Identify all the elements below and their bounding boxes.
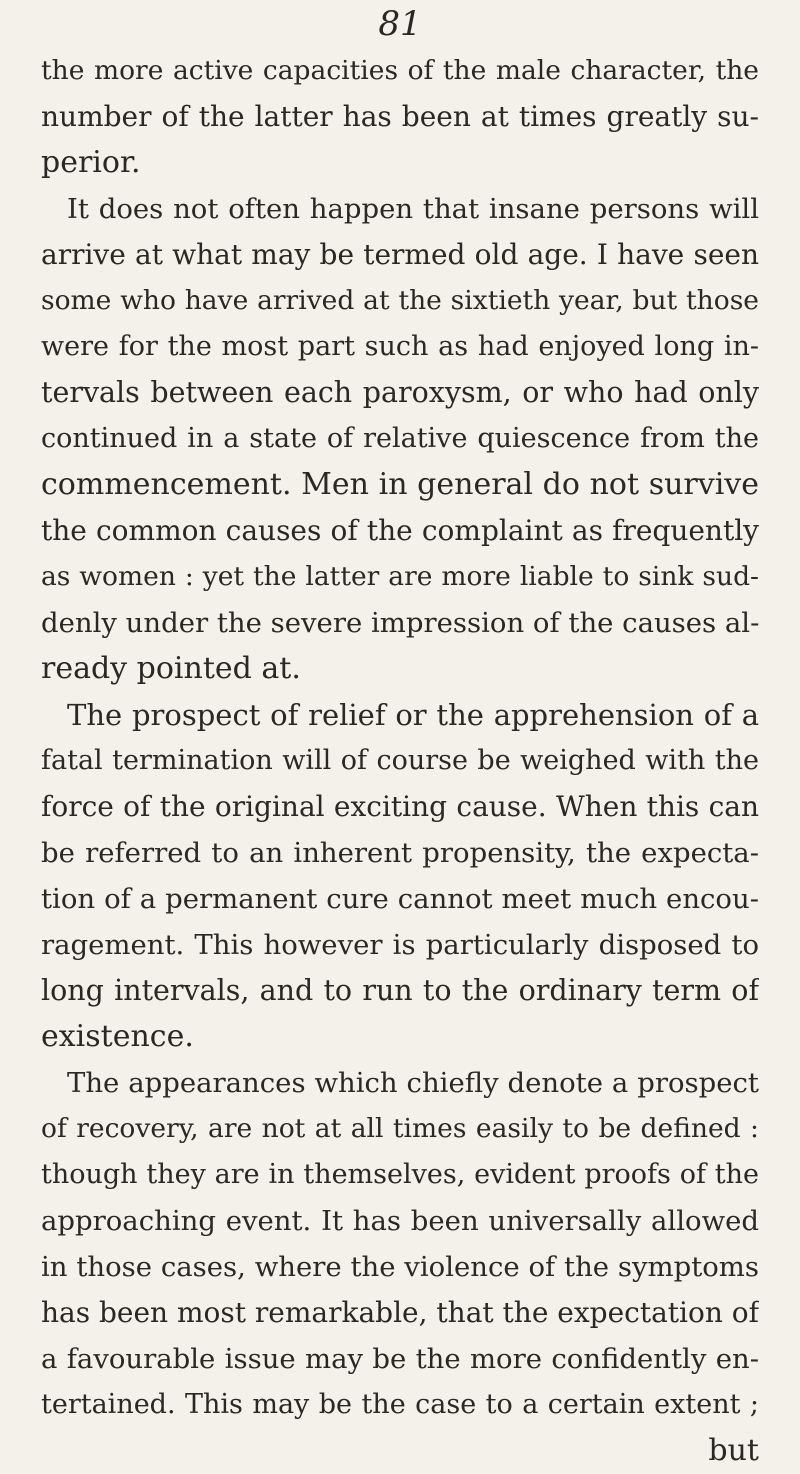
text-line: the more active capacities of the male character, the <box>41 55 759 86</box>
text-line: of recovery, are not at all times easily to be defined : <box>41 1113 759 1144</box>
text-line: ragement. This however is particularly disposed to <box>41 929 759 961</box>
text-line: number of the latter has been at times greatly su- <box>41 100 759 133</box>
text-line: continued in a state of relative quiescence from the <box>41 423 759 454</box>
text-line: approaching event. It has been universally allowed <box>41 1205 759 1237</box>
text-line: perior. <box>41 145 141 180</box>
text-line: in those cases, where the violence of the symptoms <box>41 1251 759 1283</box>
text-line: arrive at what may be termed old age. I have seen <box>41 238 759 271</box>
text-line: ready pointed at. <box>41 651 301 686</box>
text-line: tion of a permanent cure cannot meet much encou- <box>41 883 759 915</box>
text-line: tertained. This may be the case to a certain extent ; <box>41 1389 759 1420</box>
body-text <box>41 48 759 1474</box>
text-line: a favourable issue may be the more confidently en- <box>41 1343 759 1375</box>
text-line: though they are in themselves, evident proofs of the <box>41 1159 759 1190</box>
text-line: long intervals, and to run to the ordinary term of <box>41 974 759 1007</box>
text-line: has been most remarkable, that the expectation of <box>41 1296 759 1329</box>
text-line: fatal termination will of course be weighed with the <box>41 745 759 776</box>
text-line: as women : yet the latter are more liable to sink sud- <box>41 561 759 592</box>
text-line: some who have arrived at the sixtieth year, but those <box>41 285 759 316</box>
text-line: It does not often happen that insane persons will <box>67 193 759 225</box>
text-line: were for the most part such as had enjoyed long in- <box>41 331 759 362</box>
page-number: 81 <box>378 4 422 44</box>
text-line: be referred to an inherent propensity, the expecta- <box>41 837 759 869</box>
text-line: force of the original exciting cause. When this can <box>41 790 759 823</box>
text-line: tervals between each paroxysm, or who had only <box>41 376 759 409</box>
text-line: denly under the severe impression of the causes al- <box>41 607 759 639</box>
text-line: The prospect of relief or the apprehension of a <box>67 698 759 732</box>
catchword: but <box>708 1433 759 1468</box>
text-line: existence. <box>41 1019 194 1054</box>
text-line: the common causes of the complaint as frequently <box>41 514 759 547</box>
text-line: The appearances which chiefly denote a prospect <box>67 1067 759 1099</box>
text-line: commencement. Men in general do not survive <box>41 467 759 502</box>
